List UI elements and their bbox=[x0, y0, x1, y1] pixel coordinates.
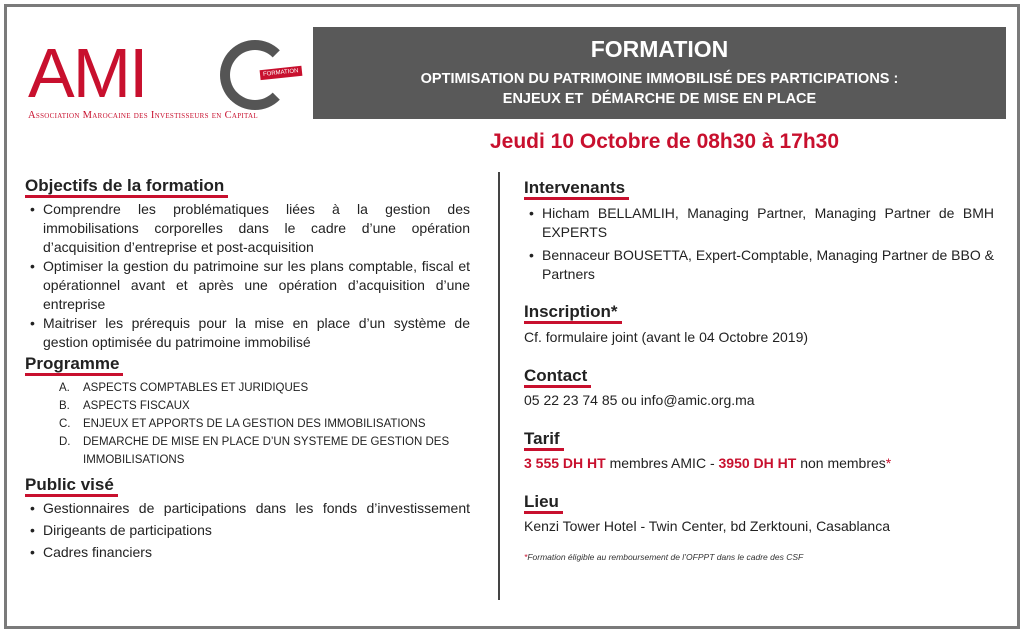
programme-list bbox=[59, 379, 470, 469]
price-non-members: 3950 DH HT bbox=[718, 455, 797, 471]
public-list bbox=[25, 499, 470, 562]
item-letter: D. bbox=[59, 436, 71, 448]
programme-heading: Programme bbox=[25, 354, 123, 376]
item-letter: B. bbox=[59, 400, 70, 412]
footnote bbox=[524, 548, 994, 567]
public-heading: Public visé bbox=[25, 475, 118, 497]
logo-subtitle: Association Marocaine des Investisseurs en Capital bbox=[28, 110, 258, 121]
tarif-heading: Tarif bbox=[524, 429, 564, 451]
lieu-text: Kenzi Tower Hotel - Twin Center, bd Zerktouni, Casablanca bbox=[524, 518, 891, 534]
contact-heading: Contact bbox=[524, 366, 591, 388]
price-members: 3 555 DH HT bbox=[524, 455, 606, 471]
contact-text: 05 22 23 74 85 ou info@amic.org.ma bbox=[524, 392, 755, 408]
objectifs-heading: Objectifs de la formation bbox=[25, 176, 228, 198]
intervenants-list bbox=[524, 204, 994, 284]
contact-section bbox=[524, 366, 994, 410]
item-letter: A. bbox=[59, 382, 70, 394]
banner-title: FORMATION bbox=[590, 36, 729, 62]
lieu-section bbox=[524, 492, 994, 536]
tarif-text bbox=[524, 454, 994, 473]
logo-wordmark: AMI bbox=[28, 34, 147, 112]
lieu-heading: Lieu bbox=[524, 492, 563, 514]
item-text: DEMARCHE DE MISE EN PLACE D’UN SYSTEME DE GESTION DES IMMOBILISATIONS bbox=[83, 436, 450, 466]
list-item: • Cadres financiers bbox=[25, 543, 470, 562]
list-item: • Comprendre les problématiques liées à la gestion des immobilisations corporelles dans le cadre d’une opération d’acquisition d’entreprise et post-acquisition bbox=[25, 200, 470, 257]
list-item bbox=[59, 397, 470, 415]
tarif-section bbox=[524, 429, 994, 473]
inscription-text: Cf. formulaire joint (avant le 04 Octobre 2019) bbox=[524, 329, 809, 345]
inscription-heading: Inscription* bbox=[524, 302, 622, 324]
item-letter: C. bbox=[59, 418, 71, 430]
list-item: • Bennaceur BOUSETTA, Expert-Comptable, Managing Partner de BBO & Partners bbox=[524, 246, 994, 284]
list-item bbox=[59, 379, 470, 397]
list-item bbox=[59, 433, 470, 469]
tarif-asterisk: * bbox=[885, 455, 892, 471]
list-item: • Gestionnaires de participations dans les fonds d’investissement bbox=[25, 499, 470, 518]
list-item: • Maitriser les prérequis pour la mise en place d’un système de gestion optimisée du patrimoine immobilisé bbox=[25, 314, 470, 352]
left-column bbox=[25, 176, 470, 562]
title-banner bbox=[313, 27, 1006, 119]
list-item bbox=[59, 415, 470, 433]
banner-line-2: ENJEUX ET DÉMARCHE DE MISE EN PLACE bbox=[502, 91, 817, 107]
label-members: membres AMIC - bbox=[605, 455, 719, 471]
footnote-text: Formation éligible au remboursement de l’OFPPT dans le cadre des CSF bbox=[527, 552, 804, 562]
list-item: • Hicham BELLAMLIH, Managing Partner, Managing Partner de BMH EXPERTS bbox=[524, 204, 994, 242]
item-text: ASPECTS FISCAUX bbox=[83, 400, 190, 412]
inscription-section bbox=[524, 302, 994, 347]
objectifs-list bbox=[25, 200, 470, 352]
label-non-members: non membres bbox=[796, 455, 886, 471]
logo-badge: FORMATION bbox=[260, 66, 302, 80]
list-item: • Dirigeants de participations bbox=[25, 521, 470, 540]
banner-subtitle bbox=[313, 69, 1006, 109]
column-divider bbox=[498, 172, 500, 600]
event-date: Jeudi 10 Octobre de 08h30 à 17h30 bbox=[490, 130, 840, 153]
item-text: ENJEUX ET APPORTS DE LA GESTION DES IMMOBILISATIONS bbox=[83, 418, 426, 430]
footnote-asterisk: * bbox=[524, 552, 528, 562]
intervenants-heading: Intervenants bbox=[524, 178, 629, 200]
right-column bbox=[524, 178, 994, 567]
banner-line-1: OPTIMISATION DU PATRIMOINE IMMOBILISÉ DES PARTICIPATIONS : bbox=[420, 71, 899, 87]
list-item: • Optimiser la gestion du patrimoine sur les plans comptable, fiscal et opérationnel avant et après une opération d’acquisition d’une entreprise bbox=[25, 257, 470, 314]
amic-logo bbox=[22, 28, 322, 128]
item-text: ASPECTS COMPTABLES ET JURIDIQUES bbox=[83, 382, 309, 394]
